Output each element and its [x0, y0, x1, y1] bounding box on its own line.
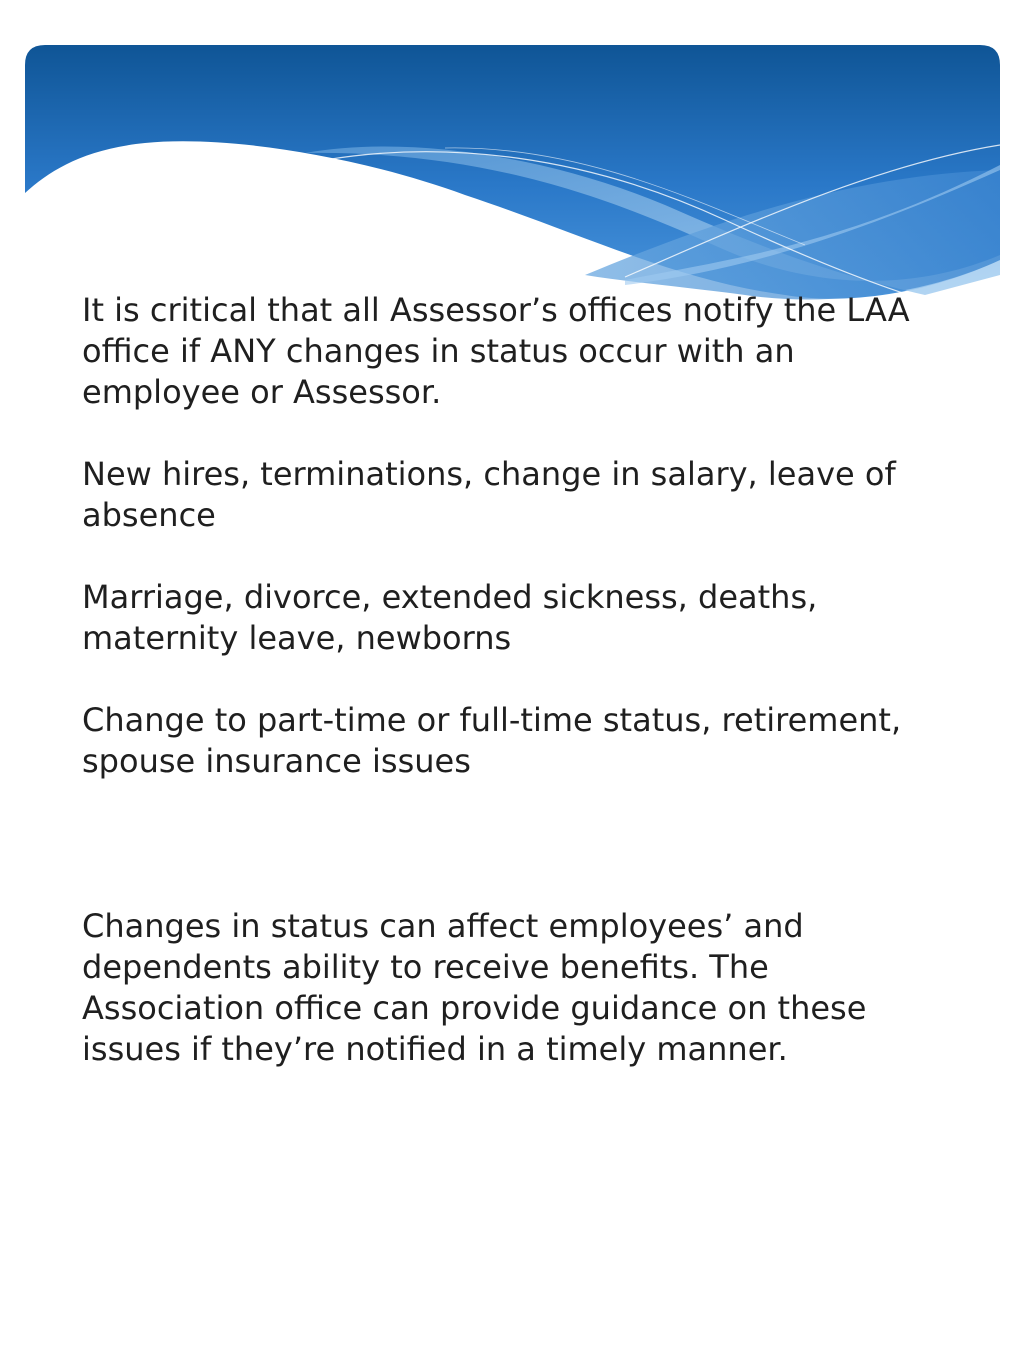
slide-body [82, 290, 942, 1070]
paragraph-life-events: Marriage, divorce, extended sickness, deaths, maternity leave, newborns [82, 578, 818, 657]
paragraph-employment-changes: New hires, terminations, change in salary, leave of absence [82, 455, 896, 534]
paragraph-benefits-guidance: Changes in status can affect employees’ and dependents ability to receive benefits. The Association office can provide guidance on these issues if they’re notified in a timely manner. [82, 907, 867, 1068]
paragraph-status-changes: Change to part-time or full-time status, retirement, spouse insurance issues [82, 701, 902, 780]
header-wave-banner [25, 45, 1000, 305]
paragraph-notify: It is critical that all Assessor’s offices notify the LAA office if ANY changes in status occur with an employee or Assessor. [82, 291, 910, 411]
